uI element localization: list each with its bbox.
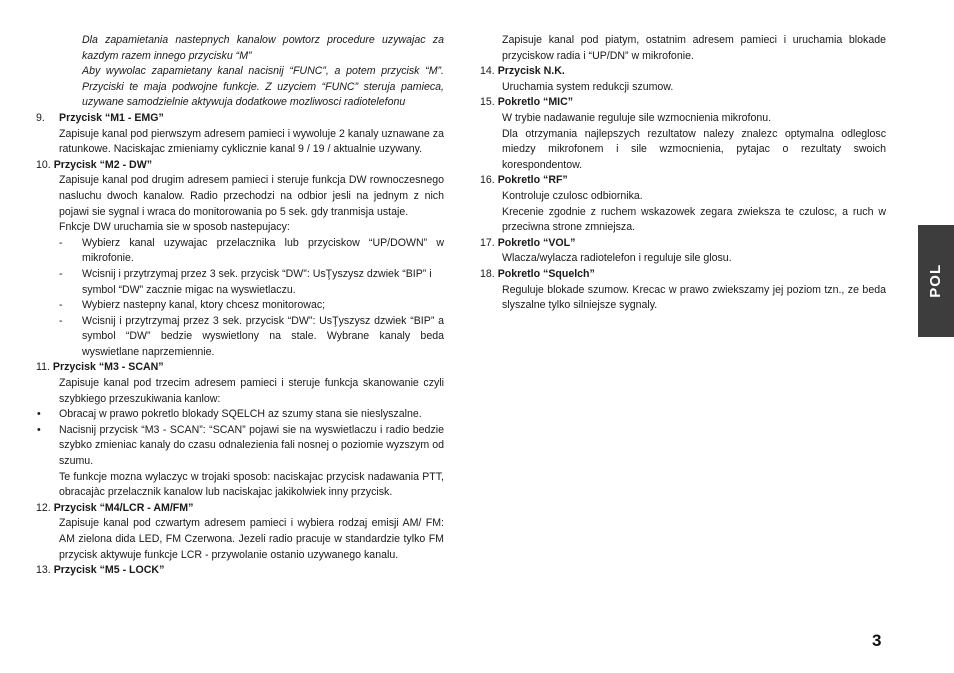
dash-item — [36, 314, 444, 361]
section-text: Zapisuje kanal pod pierwszym adresem pamieci i wywoluje 2 kanaly uznawane za ratunkowe. Naciskajac zmieniamy cyklicznie kanal 9 / 19 / aktualnie uzywany. — [59, 127, 444, 156]
section-text: Kontroluje czulosc odbiornika. — [502, 189, 643, 202]
section-number: 13. — [36, 564, 51, 577]
bullet-item — [36, 423, 444, 470]
section-15 — [480, 95, 886, 173]
section-text: Te funkcje mozna wylaczyc w trojaki sposob: naciskajac przycisk nadawania PTT, obracajàc przelacznik kanalow lub naciskajac jakikolwiek inny przycisk. — [59, 470, 444, 499]
section-16 — [480, 173, 886, 235]
bullet-marker: • — [37, 423, 41, 436]
section-11 — [36, 360, 444, 500]
bullet-marker: • — [37, 408, 41, 421]
dash-item — [36, 298, 444, 314]
section-title: Przycisk “M5 - LOCK” — [53, 564, 165, 577]
section-number: 15. — [480, 96, 495, 109]
section-10 — [36, 158, 444, 361]
bullet-item — [36, 407, 444, 423]
recall-note: Aby wywolac zapamietany kanal nacisnij “FUNC”, a potem przycisk “M”. Przyciski te maja podwojne funkcje. Z uzyciem “FUNC” steruja pamieca, uzywane samodzielnie aktywuja dodatkowe mozliwosci radiotelefonu — [82, 65, 444, 109]
section-title: Przycisk N.K. — [497, 65, 565, 78]
section-12 — [36, 501, 444, 563]
section-title: Pokretlo “Squelch” — [497, 267, 595, 280]
section-number: 11. — [36, 361, 50, 374]
section-title: Przycisk “M2 - DW” — [53, 158, 153, 171]
section-number: 10. — [36, 158, 51, 171]
section-number: 18. — [480, 267, 495, 280]
dash-item-text: Wybierz nastepny kanal, ktory chcesz monitorowac; — [82, 299, 326, 312]
section-9 — [36, 111, 444, 158]
section-13-continued: Zapisuje kanal pod piatym, ostatnim adresem pamieci i uruchamia blokade przyciskow radia i “UP/DN” w mikrofonie. — [502, 34, 886, 62]
section-number: 16. — [480, 174, 495, 187]
section-17 — [480, 236, 886, 267]
dash-marker: - — [59, 314, 63, 327]
section-text: Zapisuje kanal pod drugim adresem pamieci i steruje funkcja DW rownoczesnego nasluchu dwoch kanalow. Radio przechodzi na odbior jesli na jednym z nich pojawi sie sygnal i wraca do monitorowania po 5 sek. gdy tranmisja ustaje. — [59, 174, 444, 218]
section-title: Przycisk “M1 - EMG” — [59, 111, 164, 124]
section-text: W trybie nadawanie reguluje sile wzmocnienia mikrofonu. — [502, 111, 772, 124]
memory-note: Dla zapamietania nastepnych kanalow powtorz procedure uzywajac za kazdym razem innego przycisku “M” — [82, 34, 444, 62]
section-title: Pokretlo “RF” — [497, 174, 568, 187]
dash-marker: - — [59, 236, 63, 249]
language-tab-label: POL — [927, 264, 945, 298]
section-18 — [480, 267, 886, 314]
section-title: Pokretlo “MIC” — [497, 96, 574, 109]
section-14 — [480, 64, 886, 95]
section-number: 14. — [480, 65, 495, 78]
bullet-item-text: Nacisnij przycisk “M3 - SCAN”: “SCAN” pojawi sie na wyswietlaczu i radio bedzie szybko zmieniac kanaly do czasu odnalezienia fali nosnej o poziomie wyzszym od szumu. — [59, 423, 444, 468]
section-subtext: Fnkcje DW uruchamia sie w sposob nastepujacy: — [59, 221, 290, 234]
section-title: Przycisk “M3 - SCAN” — [52, 361, 164, 374]
section-title: Pokretlo “VOL” — [497, 236, 576, 249]
dash-marker: - — [59, 267, 63, 280]
section-text: Zapisuje kanal pod trzecim adresem pamieci i steruje funkcja skanowanie czyli szybkiego przeszukiwania kanlow: — [59, 377, 444, 405]
dash-item-text: Wcisnij i przytrzymaj przez 3 sek. przycisk “DW”: UsŢyszysz dzwiek “BIP” a symbol “DW” bedzie wyswietlony na stale. Wybrane kanaly beda wyswietlane naprzemiennie. — [82, 314, 444, 358]
dash-item — [36, 267, 444, 298]
section-text: Wlacza/wylacza radiotelefon i reguluje sile glosu. — [502, 252, 732, 265]
bullet-item-text: Obracaj w prawo pokretlo blokady SQELCH az szumy stana sie nieslyszalne. — [59, 408, 422, 421]
section-text: Dla otrzymania najlepszych rezultatow nalezy znalezc optymalna odleglosc miedzy mikrofonem i sile wzmocnienia, pytajac o rezultaty swoich korespondentow. — [502, 127, 886, 171]
left-column — [36, 33, 444, 579]
section-text: Zapisuje kanal pod czwartym adresem pamieci i wybiera rodzaj emisji AM/ FM: AM zielona dida LED, FM Czerwona. Jezeli radio pracuje w standardzie tylko FM przycisk aktywuje funkcje LCR - przywolanie ostanio uzywanego kanalu. — [59, 517, 444, 561]
section-text: Reguluje blokade szumow. Krecac w prawo zwiekszamy jej poziom tzn., ze beda slyszalne tylko silniejsze sygnaly. — [502, 283, 886, 312]
dash-item-text: Wybierz kanal uzywajac przelacznika lub przyciskow “UP/DOWN” w mikrofonie. — [82, 236, 444, 265]
right-column — [480, 33, 886, 314]
section-text: Krecenie zgodnie z ruchem wskazowek zegara zwieksza te czulosc, a ruch w przeciwna strone zmniejsza. — [502, 205, 886, 234]
language-tab — [918, 225, 954, 337]
section-13 — [36, 563, 444, 579]
section-title: Przycisk “M4/LCR - AM/FM” — [53, 501, 194, 514]
section-number: 17. — [480, 236, 495, 249]
page-number: 3 — [872, 631, 882, 650]
section-number: 12. — [36, 501, 51, 514]
dash-item — [36, 236, 444, 267]
dash-item-text: Wcisnij i przytrzymaj przez 3 sek. przycisk “DW”: UsŢyszysz dzwiek “BIP” i symbol “DW” zacznie migac na wyswietlaczu. — [82, 267, 432, 296]
section-text: Uruchamia system redukcji szumow. — [502, 80, 674, 93]
dash-marker: - — [59, 299, 63, 312]
section-number: 9. — [36, 111, 45, 124]
